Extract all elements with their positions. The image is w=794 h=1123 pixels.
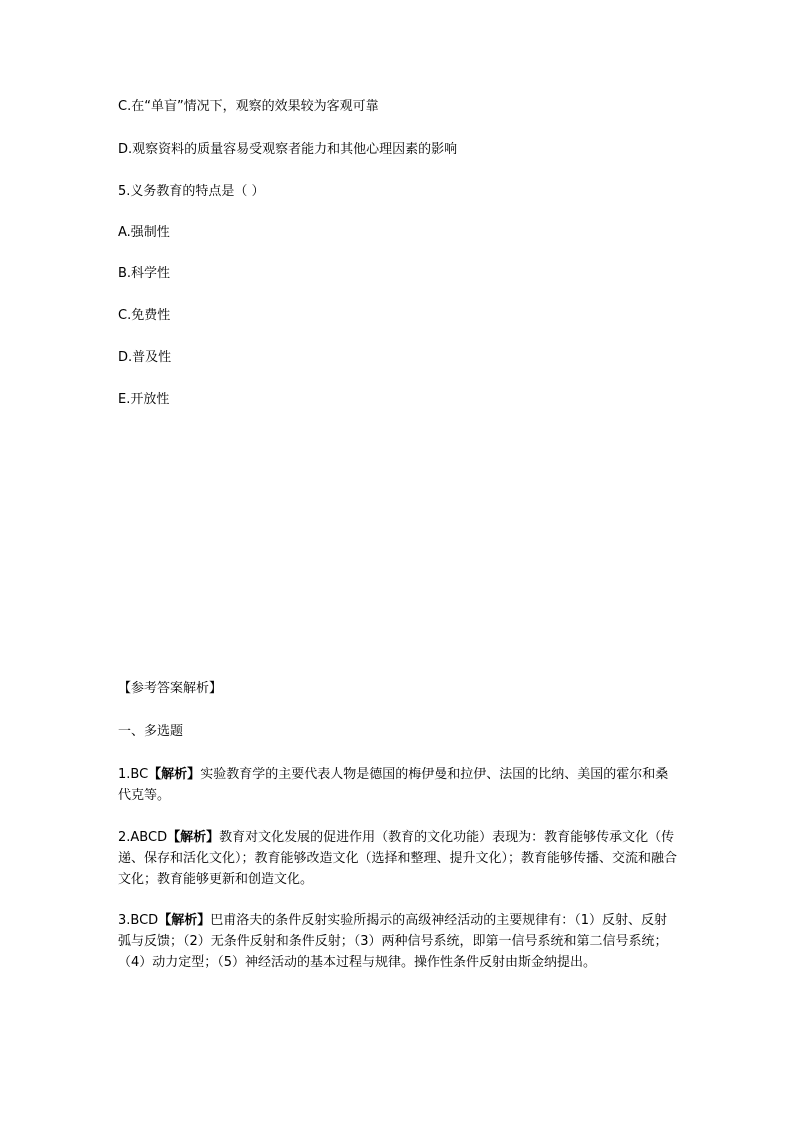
answer-3-text: 巴甫洛夫的条件反射实验所揭示的高级神经活动的主要规律有：（1）反射、反射弧与反馈；（2）无条件反射和条件反射；（3）两种信号系统，即第一信号系统和第二信号系统；（4）动力定型；（5）神经活动的基本过程与规律。操作性条件反射由斯金纳提出。 xyxy=(118,913,668,970)
answer-3-tag: 【解析】 xyxy=(158,913,211,928)
answer-item-1 xyxy=(118,764,678,806)
answer-2-number: 2.ABCD xyxy=(118,830,168,845)
answer-2-tag: 【解析】 xyxy=(167,830,220,845)
q5-option-d: D.普及性 xyxy=(118,350,172,365)
answer-2-text: 教育对文化发展的促进作用（教育的文化功能）表现为：教育能够传承文化（传递、保存和活化文化）；教育能够改造文化（选择和整理、提升文化）；教育能够传播、交流和融合文化；教育能够更新和创造文化。 xyxy=(118,830,678,887)
q5-option-c: C.免费性 xyxy=(118,308,171,323)
q5-option-a: A.强制性 xyxy=(118,225,170,240)
answer-section-heading: 一、多选题 xyxy=(118,724,184,739)
option-d-previous: D.观察资料的质量容易受观察者能力和其他心理因素的影响 xyxy=(118,142,458,157)
option-c-previous: C.在“单盲”情况下，观察的效果较为客观可靠 xyxy=(118,99,379,114)
question-5-title: 5.义务教育的特点是（ ） xyxy=(118,184,265,199)
answer-3-number: 3.BCD xyxy=(118,913,159,928)
answer-1-number: 1.BC xyxy=(118,767,149,782)
answer-item-2 xyxy=(118,827,678,890)
q5-option-e: E.开放性 xyxy=(118,392,170,407)
answer-1-tag: 【解析】 xyxy=(148,767,201,782)
q5-option-b: B.科学性 xyxy=(118,266,171,281)
answer-key-title: 【参考答案解析】 xyxy=(118,681,223,696)
answer-1-text: 实验教育学的主要代表人物是德国的梅伊曼和拉伊、法国的比纳、美国的霍尔和桑代克等。 xyxy=(118,767,669,803)
answer-item-3 xyxy=(118,910,678,973)
